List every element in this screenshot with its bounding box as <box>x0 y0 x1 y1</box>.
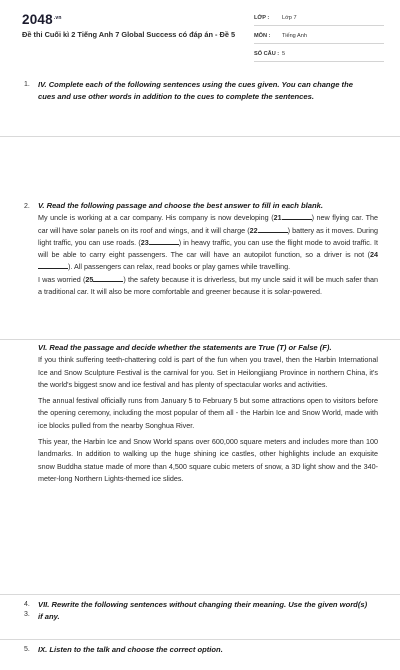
passage <box>38 354 378 485</box>
blank-number: 23 <box>140 237 149 247</box>
blank-number: 21 <box>273 213 282 223</box>
question-heading: VI. Read the passage and decide whether the statements are True (T) or False (F). <box>38 343 332 352</box>
question-number: 2. <box>24 203 30 210</box>
logo-suffix: .vn <box>53 14 62 21</box>
question-5 <box>0 640 400 670</box>
logo-text: 2048 <box>22 12 53 27</box>
site-logo[interactable] <box>22 12 62 27</box>
blank-number: 24 <box>370 250 378 260</box>
question-number: 4. <box>24 601 30 608</box>
answer-blank <box>282 213 312 220</box>
document-header <box>0 0 400 62</box>
question-number: 3. <box>24 611 30 618</box>
meta-row-class <box>254 12 384 26</box>
question-heading: VII. Rewrite the following sentences without changing their meaning. Use the given word(s) if any. <box>38 600 368 622</box>
question-heading: IX. Listen to the talk and choose the correct option. <box>38 645 223 654</box>
meta-key: LỚP : <box>254 15 270 21</box>
answer-blank <box>38 262 68 269</box>
passage-paragraph: If you think suffering teeth-chattering cold is part of the fun when you travel, then the Harbin International Ice and Snow Sculpture Festival is the carnival for you. Set in Heilongjiang Province in northern China, it's the world's biggest snow and ice festival and has plenty of spectacular works and activities. <box>38 355 378 389</box>
passage <box>38 212 378 298</box>
question-number: 1. <box>24 81 30 88</box>
meta-key: MÔN : <box>254 33 271 39</box>
question-list <box>0 76 400 670</box>
passage-paragraph: The annual festival officially runs from January 5 to February 5 but some attractions open to visitors before the opening ceremony, including the most popular of them all - the Harbin Ice and Snow World, made with ice blocks pulled from the nearby Songhua River. <box>38 396 378 430</box>
answer-blank <box>258 226 288 233</box>
answer-blank <box>149 238 179 245</box>
blank-number: 25 <box>85 274 94 284</box>
answer-blank <box>93 275 123 282</box>
meta-value: Tiếng Anh <box>282 33 307 39</box>
blank-number: 22 <box>249 225 258 235</box>
document-meta <box>254 12 384 66</box>
meta-row-question-count <box>254 48 384 62</box>
question-number: 5. <box>24 646 30 653</box>
question-heading: V. Read the following passage and choose the best answer to fill in each blank. <box>38 201 323 210</box>
question-1 <box>0 76 400 137</box>
passage-paragraph: This year, the Harbin Ice and Snow World spans over 600,000 square meters and includes more than 100 landmarks. In addition to walking up the huge shining ice castles, other highlights include an exquisite snow Buddha statue made of more than 4,500 square cubic meters of snow, a 3D light show and the 340-meter-long Northern Lights-themed ice slides. <box>38 437 378 483</box>
passage-paragraph: I was worried (25 ) the safety because it is driverless, but my uncle said it will be much safer than a traditional car. It will also be more comfortable and greener because it is solar-powered. <box>38 274 378 297</box>
question-4 <box>0 595 400 640</box>
meta-value: 5 <box>282 51 286 57</box>
document-title: Đề thi Cuối kì 2 Tiếng Anh 7 Global Success có đáp án - Đề 5 <box>22 30 236 39</box>
meta-key: SỐ CÂU : <box>254 51 280 57</box>
meta-row-subject <box>254 30 384 44</box>
question-heading: IV. Complete each of the following sentences using the cues given. You can change the cues and use other words in addition to the cues to complete the sentences. <box>38 80 353 102</box>
question-2 <box>0 137 400 340</box>
meta-value: Lớp 7 <box>282 15 297 21</box>
passage-paragraph: My uncle is working at a car company. His company is now developing (21 ) new flying car. The car will have solar panels on its roof and wings, and it will charge (22 ) battery as it moves. During light traffic, you can use roads. (23 ) in heavy traffic, you can use the flight mode to avoid traffic. It will be able to carry eight passengers. The car will have an autopilot function, so a driver is not (24). All passengers can relax, read books or play games while travelling. <box>38 213 378 272</box>
